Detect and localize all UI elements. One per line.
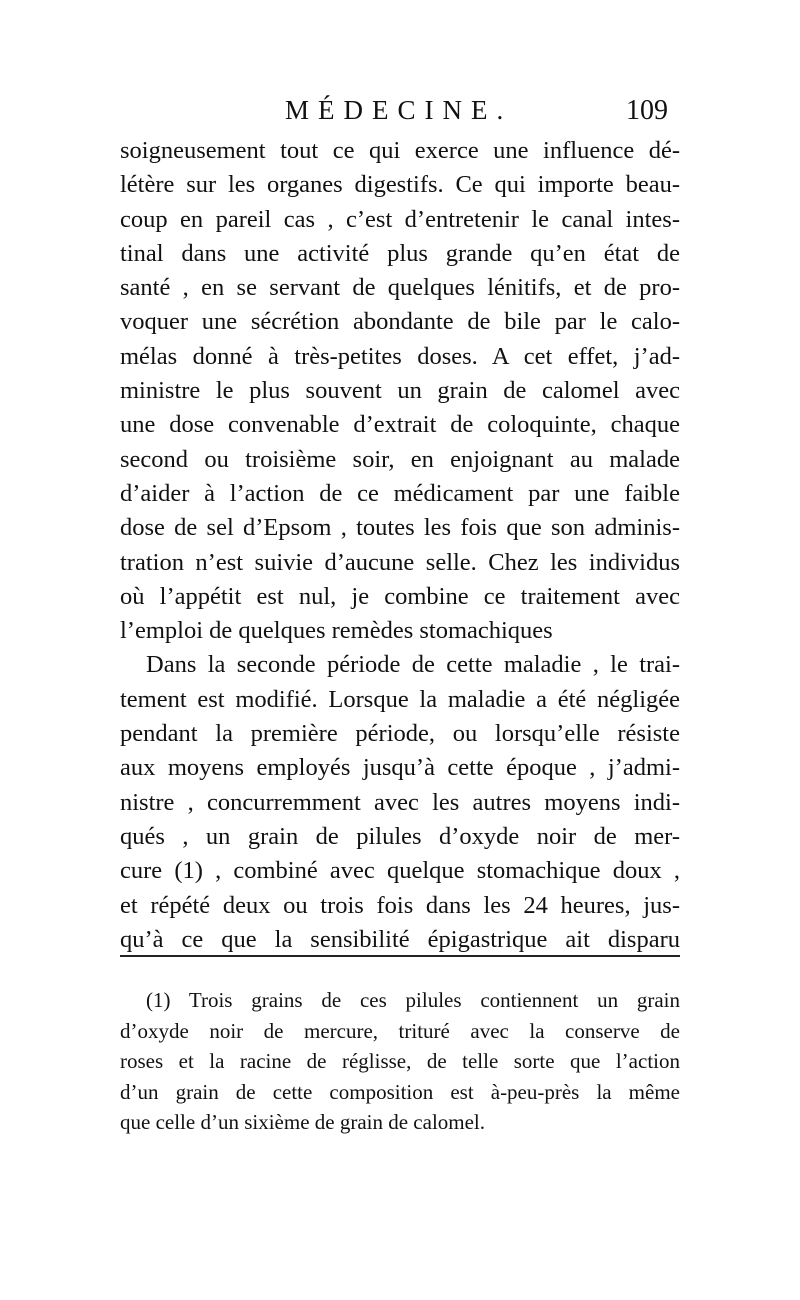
text-line: qu’à ce que la sensibilité épigastrique ait disparu — [120, 925, 680, 953]
text-line: nistre , concurremment avec les autres moyens indi- — [120, 788, 680, 816]
text-line: tration n’est suivie d’aucune selle. Chez les individus — [120, 548, 680, 576]
page-header — [120, 95, 680, 135]
text-line: dose de sel d’Epsom , toutes les fois que son adminis- — [120, 514, 680, 542]
text-line: d’aider à l’action de ce médicament par une faible — [120, 479, 680, 507]
text-line: pendant la première période, ou lorsqu’elle résiste — [120, 720, 680, 748]
text-line: second ou troisième soir, en enjoignant au malade — [120, 445, 680, 473]
footnote-line: (1) Trois grains de ces pilules contiennent un grain — [146, 988, 680, 1012]
text-line: tinal dans une activité plus grande qu’en état de — [120, 239, 680, 267]
footnote-line: d’oxyde noir de mercure, trituré avec la conserve de — [120, 1018, 680, 1043]
footnote — [120, 985, 680, 1138]
page-number: 109 — [626, 95, 668, 126]
running-title: MÉDECINE. — [285, 95, 513, 125]
text-line: voquer une sécrétion abondante de bile par le calo- — [120, 308, 680, 336]
text-line: santé , en se servant de quelques lénitifs, et de pro- — [120, 274, 680, 302]
text-line: coup en pareil cas , c’est d’entretenir le canal intes- — [120, 205, 680, 233]
text-line: soigneusement tout ce qui exerce une influence dé- — [120, 137, 680, 164]
footnote-line: que celle d’un sixième de grain de calomel. — [120, 1110, 486, 1134]
text-line: l’emploi de quelques remèdes stomachiques — [120, 617, 553, 645]
text-line: létère sur les organes digestifs. Ce qui importe beau- — [120, 171, 680, 199]
text-line: cure (1) , combiné avec quelque stomachique doux , — [120, 857, 680, 885]
body-text — [120, 134, 680, 957]
footnote-divider — [120, 955, 680, 957]
footnote-line: roses et la racine de réglisse, de telle sorte que l’action — [120, 1049, 680, 1073]
text-line: une dose convenable d’extrait de coloquinte, chaque — [120, 411, 680, 439]
text-line: où l’appétit est nul, je combine ce traitement avec — [120, 582, 680, 610]
footnote-line: d’un grain de cette composition est à-peu-près la même — [120, 1079, 680, 1104]
text-line: qués , un grain de pilules d’oxyde noir de mer- — [120, 822, 680, 850]
text-line: tement est modifié. Lorsque la maladie a été négligée — [120, 685, 680, 713]
text-line: mélas donné à très-petites doses. A cet effet, j’ad- — [120, 342, 680, 370]
text-line: Dans la seconde période de cette maladie , le trai- — [146, 651, 680, 679]
text-line: et répété deux ou trois fois dans les 24 heures, jus- — [120, 891, 680, 919]
text-line: aux moyens employés jusqu’à cette époque , j’admi- — [120, 754, 680, 782]
text-line: ministre le plus souvent un grain de calomel avec — [120, 377, 680, 405]
